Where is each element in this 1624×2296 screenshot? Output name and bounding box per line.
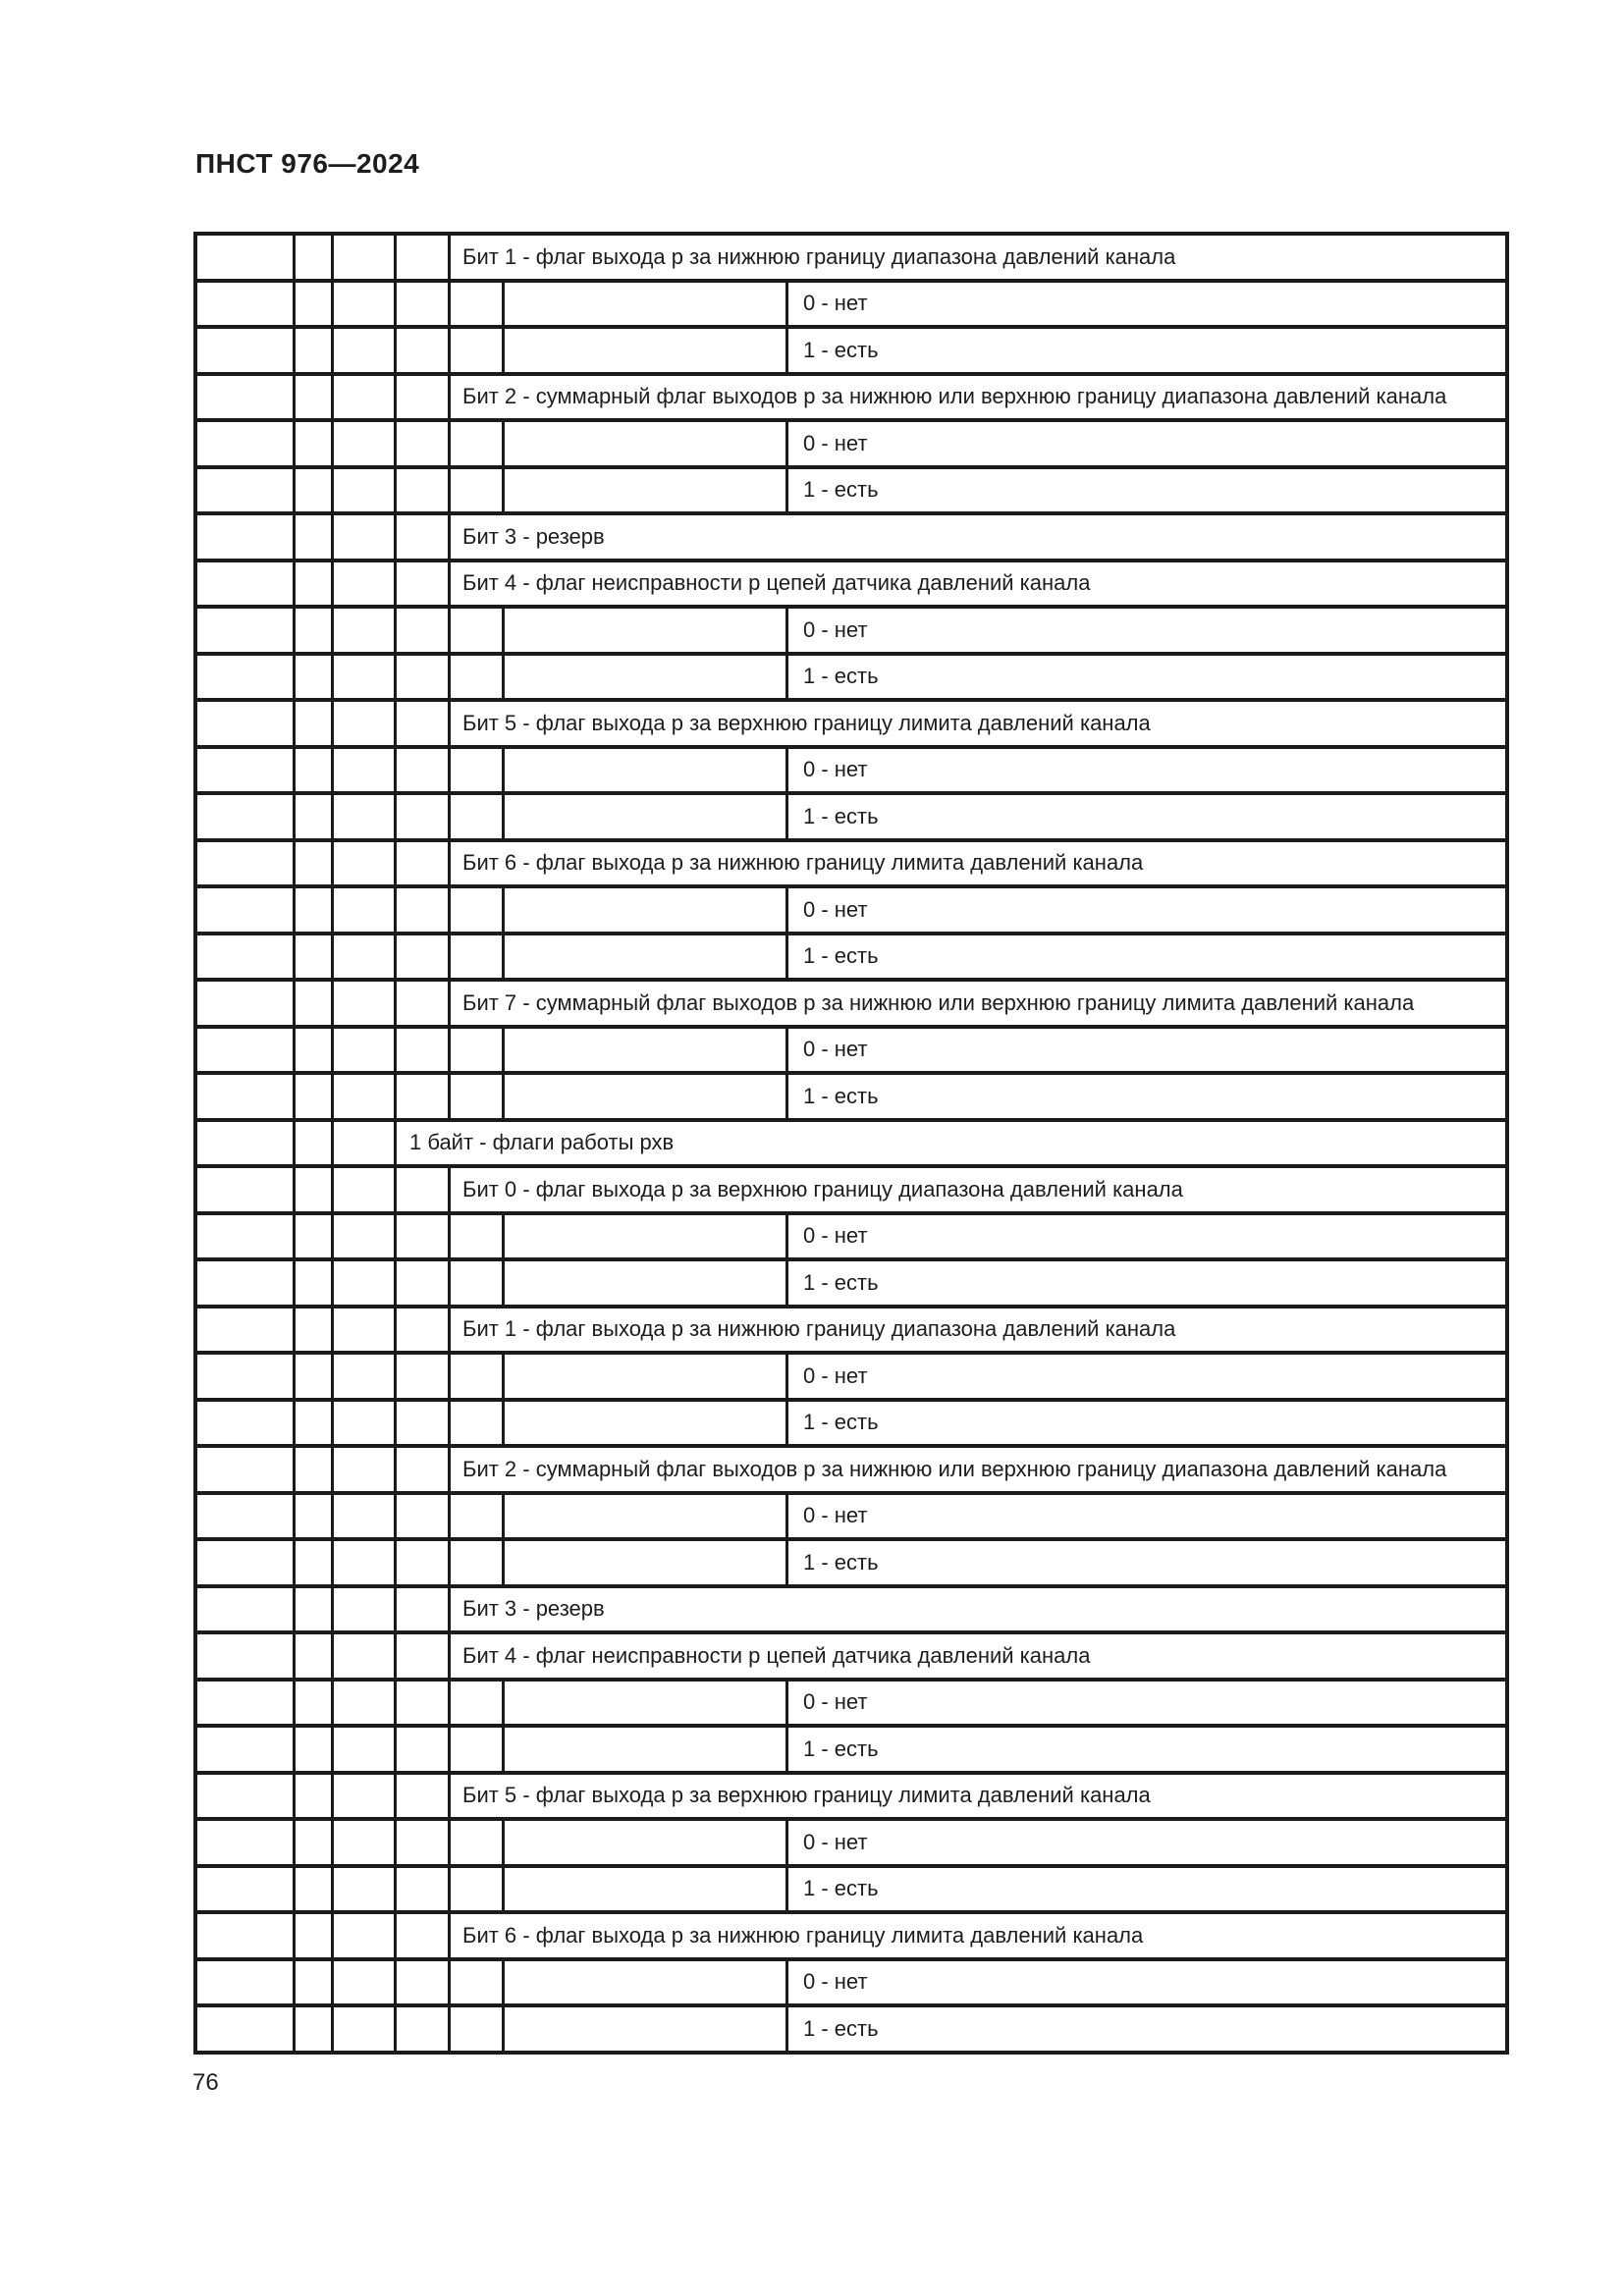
value-label: 1 - есть xyxy=(803,2015,879,2041)
empty-cell xyxy=(334,842,397,885)
empty-cell xyxy=(296,1634,334,1678)
empty-cell xyxy=(296,1821,334,1864)
empty-cell xyxy=(296,1495,334,1538)
empty-cell xyxy=(451,1075,505,1118)
empty-cell xyxy=(397,329,451,372)
table-row xyxy=(197,1448,1505,1495)
empty-cell xyxy=(505,1261,788,1305)
empty-cell xyxy=(197,562,296,606)
empty-cell xyxy=(397,888,451,932)
empty-cell xyxy=(451,1029,505,1072)
empty-cell xyxy=(296,1261,334,1305)
empty-cell xyxy=(397,469,451,512)
empty-cell xyxy=(197,376,296,419)
empty-cell xyxy=(397,1682,451,1725)
empty-cell xyxy=(451,1541,505,1584)
empty-cell xyxy=(397,1868,451,1911)
value-label: 1 - есть xyxy=(803,1735,879,1761)
empty-cell xyxy=(451,283,505,326)
empty-cell xyxy=(397,562,451,606)
empty-cell xyxy=(451,888,505,932)
empty-cell xyxy=(397,1355,451,1398)
empty-cell xyxy=(197,1448,296,1491)
empty-cell xyxy=(505,609,788,652)
value-label: 1 - есть xyxy=(803,337,879,362)
empty-cell xyxy=(505,1215,788,1258)
empty-cell xyxy=(505,2007,788,2051)
value-label: 1 - есть xyxy=(803,1410,879,1435)
empty-cell xyxy=(451,749,505,792)
bit-label: Бит 2 - суммарный флаг выходов р за нижнюю или верхнюю границу диапазона давлений канала xyxy=(462,1456,1447,1481)
empty-cell xyxy=(296,422,334,465)
empty-cell xyxy=(296,1961,334,2004)
empty-cell xyxy=(397,1728,451,1771)
table-row xyxy=(197,1029,1505,1076)
empty-cell xyxy=(397,1075,451,1118)
empty-cell xyxy=(197,1308,296,1352)
empty-cell xyxy=(334,1402,397,1445)
empty-cell xyxy=(296,329,334,372)
empty-cell xyxy=(451,1728,505,1771)
table-row xyxy=(197,1682,1505,1729)
empty-cell xyxy=(334,1261,397,1305)
empty-cell xyxy=(334,1775,397,1818)
table-row xyxy=(197,1495,1505,1542)
empty-cell xyxy=(334,1355,397,1398)
empty-cell xyxy=(334,1868,397,1911)
table-row xyxy=(197,469,1505,516)
empty-cell xyxy=(296,562,334,606)
empty-cell xyxy=(397,1914,451,1957)
bit-label: Бит 6 - флаг выхода р за нижнюю границу лимита давлений канала xyxy=(462,1922,1144,1948)
table-row xyxy=(197,842,1505,889)
empty-cell xyxy=(296,842,334,885)
empty-cell xyxy=(197,329,296,372)
table-row xyxy=(197,656,1505,703)
empty-cell xyxy=(197,1775,296,1818)
empty-cell xyxy=(451,1355,505,1398)
table-row xyxy=(197,1308,1505,1356)
empty-cell xyxy=(451,1868,505,1911)
empty-cell xyxy=(334,1448,397,1491)
empty-cell xyxy=(334,609,397,652)
empty-cell xyxy=(296,795,334,838)
empty-cell xyxy=(334,1308,397,1352)
bit-label: Бит 2 - суммарный флаг выходов р за нижнюю или верхнюю границу диапазона давлений канала xyxy=(462,384,1447,409)
table-row xyxy=(197,1402,1505,1449)
value-label: 1 - есть xyxy=(803,477,879,503)
empty-cell xyxy=(397,1495,451,1538)
empty-cell xyxy=(296,1914,334,1957)
empty-cell xyxy=(397,283,451,326)
empty-cell xyxy=(451,795,505,838)
table-row xyxy=(197,749,1505,796)
empty-cell xyxy=(296,1168,334,1211)
empty-cell xyxy=(397,1168,451,1211)
empty-cell xyxy=(296,1029,334,1072)
empty-cell xyxy=(451,656,505,699)
value-label: 0 - нет xyxy=(803,1829,868,1854)
empty-cell xyxy=(397,842,451,885)
empty-cell xyxy=(397,795,451,838)
empty-cell xyxy=(334,283,397,326)
empty-cell xyxy=(334,422,397,465)
empty-cell xyxy=(397,702,451,745)
empty-cell xyxy=(197,609,296,652)
empty-cell xyxy=(505,1402,788,1445)
table-row xyxy=(197,376,1505,423)
value-label: 0 - нет xyxy=(803,1037,868,1062)
empty-cell xyxy=(451,469,505,512)
empty-cell xyxy=(296,1122,334,1165)
empty-cell xyxy=(296,609,334,652)
empty-cell xyxy=(197,236,296,279)
empty-cell xyxy=(296,982,334,1025)
empty-cell xyxy=(197,1914,296,1957)
empty-cell xyxy=(334,515,397,559)
empty-cell xyxy=(296,2007,334,2051)
empty-cell xyxy=(197,795,296,838)
empty-cell xyxy=(296,1402,334,1445)
empty-cell xyxy=(197,1075,296,1118)
empty-cell xyxy=(505,656,788,699)
empty-cell xyxy=(334,1728,397,1771)
value-label: 0 - нет xyxy=(803,1689,868,1715)
empty-cell xyxy=(334,562,397,606)
table-row xyxy=(197,1821,1505,1868)
empty-cell xyxy=(296,515,334,559)
empty-cell xyxy=(397,609,451,652)
value-label: 0 - нет xyxy=(803,1503,868,1528)
byte-label: 1 байт - флаги работы рхв xyxy=(409,1130,675,1155)
empty-cell xyxy=(197,1402,296,1445)
empty-cell xyxy=(397,1634,451,1678)
empty-cell xyxy=(451,2007,505,2051)
table-row xyxy=(197,1122,1505,1169)
empty-cell xyxy=(451,609,505,652)
empty-cell xyxy=(505,1682,788,1725)
empty-cell xyxy=(296,1775,334,1818)
empty-cell xyxy=(296,1868,334,1911)
table-row xyxy=(197,1728,1505,1775)
empty-cell xyxy=(334,1495,397,1538)
empty-cell xyxy=(197,935,296,979)
empty-cell xyxy=(397,749,451,792)
table-row xyxy=(197,1075,1505,1122)
empty-cell xyxy=(397,515,451,559)
table-row xyxy=(197,702,1505,749)
empty-cell xyxy=(296,1588,334,1631)
empty-cell xyxy=(397,1261,451,1305)
empty-cell xyxy=(505,1821,788,1864)
table-row xyxy=(197,1588,1505,1635)
empty-cell xyxy=(334,2007,397,2051)
table-row xyxy=(197,982,1505,1029)
empty-cell xyxy=(197,1168,296,1211)
table-row xyxy=(197,283,1505,330)
table-row xyxy=(197,1355,1505,1402)
bit-label: Бит 1 - флаг выхода р за нижнюю границу диапазона давлений канала xyxy=(462,243,1176,269)
table-row xyxy=(197,515,1505,562)
empty-cell xyxy=(296,469,334,512)
table-row xyxy=(197,1168,1505,1215)
value-label: 0 - нет xyxy=(803,896,868,922)
empty-cell xyxy=(334,656,397,699)
empty-cell xyxy=(296,1682,334,1725)
empty-cell xyxy=(334,376,397,419)
empty-cell xyxy=(296,702,334,745)
empty-cell xyxy=(197,749,296,792)
empty-cell xyxy=(334,469,397,512)
empty-cell xyxy=(296,1728,334,1771)
empty-cell xyxy=(505,1029,788,1072)
empty-cell xyxy=(397,376,451,419)
empty-cell xyxy=(197,469,296,512)
empty-cell xyxy=(505,1355,788,1398)
empty-cell xyxy=(197,1261,296,1305)
empty-cell xyxy=(397,656,451,699)
empty-cell xyxy=(397,1541,451,1584)
empty-cell xyxy=(334,1122,397,1165)
empty-cell xyxy=(451,1402,505,1445)
empty-cell xyxy=(197,1821,296,1864)
empty-cell xyxy=(197,1682,296,1725)
empty-cell xyxy=(334,888,397,932)
empty-cell xyxy=(197,1029,296,1072)
value-label: 1 - есть xyxy=(803,1876,879,1901)
bit-label: Бит 3 - резерв xyxy=(462,523,605,549)
table-row xyxy=(197,329,1505,376)
empty-cell xyxy=(197,422,296,465)
empty-cell xyxy=(397,422,451,465)
empty-cell xyxy=(505,888,788,932)
empty-cell xyxy=(505,329,788,372)
bit-label: Бит 0 - флаг выхода р за верхнюю границу диапазона давлений канала xyxy=(462,1176,1183,1201)
empty-cell xyxy=(334,982,397,1025)
table-row xyxy=(197,609,1505,656)
table-row xyxy=(197,1215,1505,1262)
table-row xyxy=(197,1914,1505,1961)
empty-cell xyxy=(296,1541,334,1584)
empty-cell xyxy=(397,236,451,279)
table-row xyxy=(197,1634,1505,1682)
table-row xyxy=(197,935,1505,983)
empty-cell xyxy=(397,1308,451,1352)
bit-label: Бит 4 - флаг неисправности р цепей датчика давлений канала xyxy=(462,570,1091,596)
empty-cell xyxy=(505,469,788,512)
empty-cell xyxy=(197,2007,296,2051)
empty-cell xyxy=(197,888,296,932)
empty-cell xyxy=(296,376,334,419)
empty-cell xyxy=(197,1868,296,1911)
empty-cell xyxy=(334,1075,397,1118)
empty-cell xyxy=(334,1821,397,1864)
empty-cell xyxy=(505,1961,788,2004)
table-row xyxy=(197,1868,1505,1915)
value-label: 0 - нет xyxy=(803,616,868,642)
empty-cell xyxy=(296,935,334,979)
empty-cell xyxy=(334,1215,397,1258)
empty-cell xyxy=(397,1588,451,1631)
empty-cell xyxy=(505,1868,788,1911)
empty-cell xyxy=(451,1495,505,1538)
empty-cell xyxy=(197,842,296,885)
empty-cell xyxy=(451,1821,505,1864)
empty-cell xyxy=(197,1961,296,2004)
empty-cell xyxy=(296,236,334,279)
table-row xyxy=(197,1541,1505,1588)
empty-cell xyxy=(397,1821,451,1864)
empty-cell xyxy=(334,1682,397,1725)
table-row xyxy=(197,795,1505,842)
empty-cell xyxy=(296,749,334,792)
empty-cell xyxy=(296,656,334,699)
empty-cell xyxy=(296,1215,334,1258)
empty-cell xyxy=(334,1029,397,1072)
empty-cell xyxy=(505,749,788,792)
empty-cell xyxy=(334,1168,397,1211)
value-label: 0 - нет xyxy=(803,291,868,316)
empty-cell xyxy=(334,935,397,979)
table-row xyxy=(197,422,1505,469)
value-label: 0 - нет xyxy=(803,1362,868,1388)
empty-cell xyxy=(505,1075,788,1118)
table-row xyxy=(197,888,1505,935)
empty-cell xyxy=(296,1355,334,1398)
empty-cell xyxy=(296,888,334,932)
value-label: 1 - есть xyxy=(803,1269,879,1295)
empty-cell xyxy=(397,1402,451,1445)
empty-cell xyxy=(197,515,296,559)
empty-cell xyxy=(334,749,397,792)
table-row xyxy=(197,2007,1505,2055)
empty-cell xyxy=(397,1029,451,1072)
empty-cell xyxy=(451,935,505,979)
value-label: 0 - нет xyxy=(803,757,868,782)
empty-cell xyxy=(505,283,788,326)
empty-cell xyxy=(197,1215,296,1258)
empty-cell xyxy=(197,1634,296,1678)
empty-cell xyxy=(451,1215,505,1258)
empty-cell xyxy=(505,422,788,465)
empty-cell xyxy=(505,935,788,979)
empty-cell xyxy=(505,1728,788,1771)
value-label: 0 - нет xyxy=(803,1969,868,1995)
empty-cell xyxy=(334,1961,397,2004)
table-row xyxy=(197,1775,1505,1822)
empty-cell xyxy=(334,1914,397,1957)
bit-label: Бит 6 - флаг выхода р за нижнюю границу лимита давлений канала xyxy=(462,850,1144,876)
bit-label: Бит 5 - флаг выхода р за верхнюю границу лимита давлений канала xyxy=(462,710,1151,735)
empty-cell xyxy=(197,982,296,1025)
empty-cell xyxy=(397,1961,451,2004)
value-label: 0 - нет xyxy=(803,1223,868,1249)
document-code-header: ПНСТ 976—2024 xyxy=(195,148,420,179)
empty-cell xyxy=(397,1215,451,1258)
empty-cell xyxy=(197,1122,296,1165)
empty-cell xyxy=(505,1495,788,1538)
bit-label: Бит 1 - флаг выхода р за нижнюю границу диапазона давлений канала xyxy=(462,1316,1176,1342)
empty-cell xyxy=(334,1541,397,1584)
empty-cell xyxy=(397,982,451,1025)
empty-cell xyxy=(197,656,296,699)
value-label: 1 - есть xyxy=(803,1549,879,1575)
empty-cell xyxy=(197,1495,296,1538)
empty-cell xyxy=(197,1541,296,1584)
empty-cell xyxy=(197,1588,296,1631)
empty-cell xyxy=(334,1588,397,1631)
empty-cell xyxy=(334,329,397,372)
empty-cell xyxy=(334,236,397,279)
empty-cell xyxy=(197,1728,296,1771)
empty-cell xyxy=(296,1075,334,1118)
table-row xyxy=(197,1261,1505,1308)
empty-cell xyxy=(296,1448,334,1491)
empty-cell xyxy=(296,1308,334,1352)
value-label: 1 - есть xyxy=(803,1083,879,1108)
value-label: 1 - есть xyxy=(803,943,879,969)
empty-cell xyxy=(451,329,505,372)
empty-cell xyxy=(197,283,296,326)
empty-cell xyxy=(505,795,788,838)
empty-cell xyxy=(451,1261,505,1305)
empty-cell xyxy=(334,702,397,745)
bit-label: Бит 3 - резерв xyxy=(462,1596,605,1622)
bit-label: Бит 7 - суммарный флаг выходов р за нижнюю или верхнюю границу лимита давлений канала xyxy=(462,989,1415,1015)
bit-flags-table xyxy=(193,232,1509,2055)
bit-label: Бит 5 - флаг выхода р за верхнюю границу лимита давлений канала xyxy=(462,1783,1151,1808)
empty-cell xyxy=(296,283,334,326)
empty-cell xyxy=(505,1541,788,1584)
page-number: 76 xyxy=(192,2069,219,2096)
value-label: 1 - есть xyxy=(803,803,879,828)
table-row xyxy=(197,562,1505,610)
empty-cell xyxy=(397,1775,451,1818)
empty-cell xyxy=(197,1355,296,1398)
empty-cell xyxy=(197,702,296,745)
value-label: 0 - нет xyxy=(803,430,868,455)
value-label: 1 - есть xyxy=(803,664,879,689)
empty-cell xyxy=(451,1961,505,2004)
empty-cell xyxy=(334,1634,397,1678)
empty-cell xyxy=(397,1448,451,1491)
empty-cell xyxy=(451,422,505,465)
table-row xyxy=(197,1961,1505,2008)
table-row xyxy=(197,236,1505,283)
empty-cell xyxy=(397,2007,451,2051)
empty-cell xyxy=(334,795,397,838)
bit-label: Бит 4 - флаг неисправности р цепей датчика давлений канала xyxy=(462,1642,1091,1668)
empty-cell xyxy=(397,935,451,979)
empty-cell xyxy=(451,1682,505,1725)
